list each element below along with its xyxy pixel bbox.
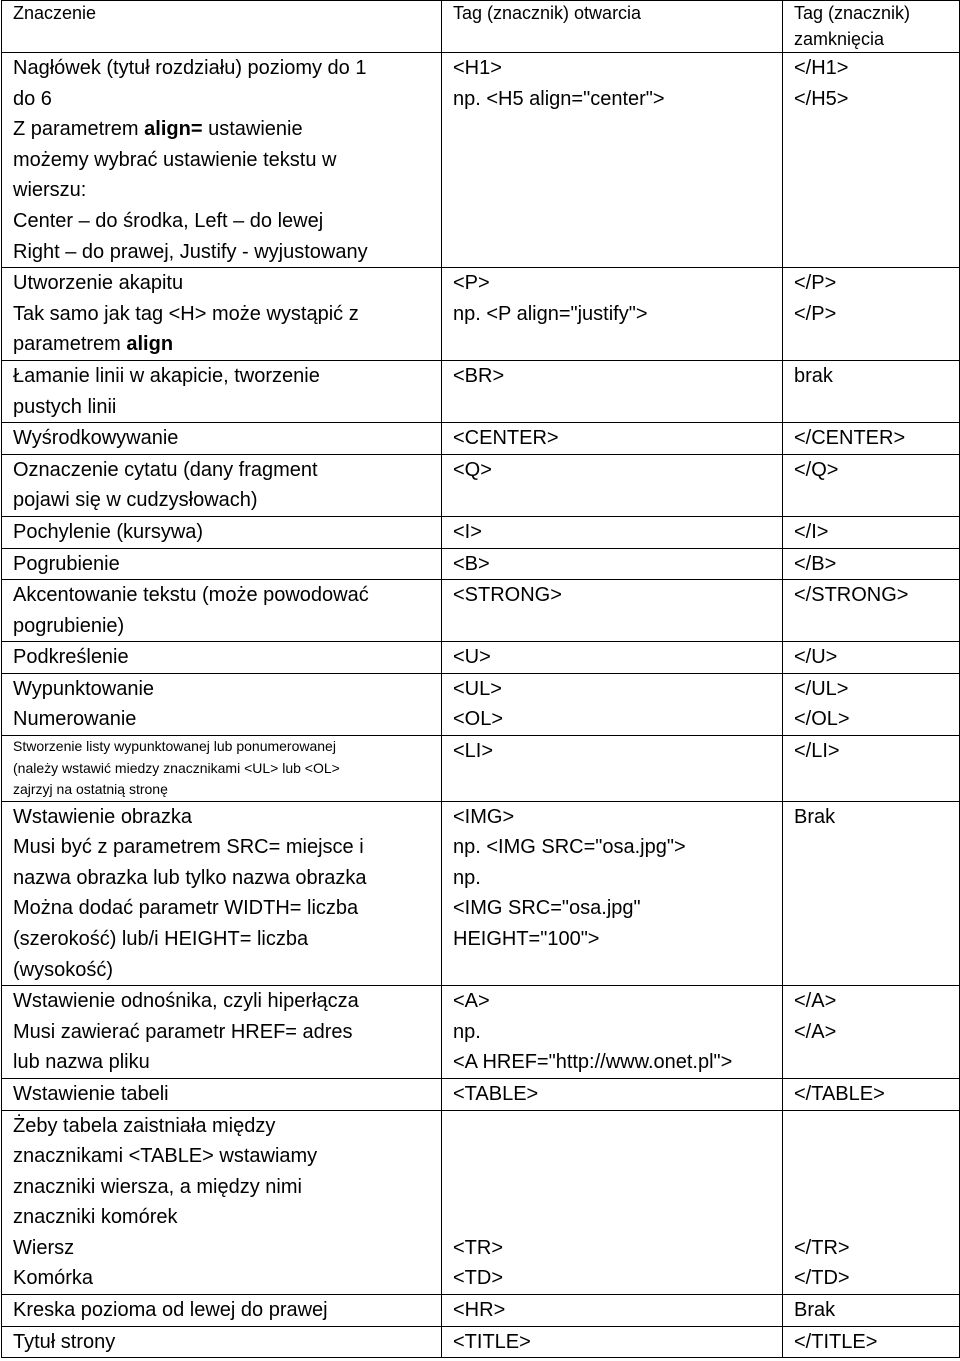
close-tag-cell: </A> </A>: [783, 986, 960, 1079]
meaning-text: Akcentowanie tekstu (może powodować pogrubienie): [13, 584, 369, 637]
table-row: [2, 1295, 960, 1327]
meaning-cell: [2, 423, 442, 455]
table-row: [2, 53, 960, 268]
meaning-cell: [2, 53, 442, 268]
table-row: [2, 1110, 960, 1295]
close-tag-cell: </Q>: [783, 454, 960, 516]
close-tag-cell: </B>: [783, 548, 960, 580]
open-tag-cell: <B>: [442, 548, 783, 580]
open-tag-cell: <Q>: [442, 454, 783, 516]
table-row: [2, 986, 960, 1079]
close-tag-cell: </H1> </H5>: [783, 53, 960, 268]
open-tag-cell: <LI>: [442, 736, 783, 802]
meaning-cell: [2, 736, 442, 802]
meaning-cell: [2, 673, 442, 735]
table-row: [2, 1326, 960, 1358]
meaning-text: Stworzenie listy wypunktowanej lub ponumerowanej (należy wstawić miedzy znacznikami <UL> lub <OL> zajrzyj na ostatnią stronę: [13, 738, 340, 798]
meaning-text: Żeby tabela zaistniała między znacznikami <TABLE> wstawiamy znaczniki wiersza, a między nimi znaczniki komórek Wiersz Komórka: [13, 1114, 318, 1290]
meaning-cell: [2, 516, 442, 548]
open-tag-cell: <TITLE>: [442, 1326, 783, 1358]
close-tag-cell: </LI>: [783, 736, 960, 802]
html-tags-table: [1, 0, 960, 1358]
meaning-cell: [2, 1078, 442, 1110]
meaning-text: Wstawienie tabeli: [13, 1082, 169, 1105]
open-tag-cell: <CENTER>: [442, 423, 783, 455]
meaning-bold-text: align: [126, 333, 174, 356]
close-tag-cell: Brak: [783, 801, 960, 986]
table-row: [2, 360, 960, 422]
table-row: [2, 516, 960, 548]
meaning-cell: [2, 548, 442, 580]
close-tag-cell: </CENTER>: [783, 423, 960, 455]
meaning-cell: [2, 1326, 442, 1358]
open-tag-cell: <A> np. <A HREF="http://www.onet.pl">: [442, 986, 783, 1079]
open-tag-cell: <I>: [442, 516, 783, 548]
open-tag-cell: <IMG> np. <IMG SRC="osa.jpg"> np. <IMG SRC="osa.jpg" HEIGHT="100">: [442, 801, 783, 986]
table-row: [2, 548, 960, 580]
meaning-cell: [2, 986, 442, 1079]
header-close-tag: Tag (znacznik) zamknięcia: [783, 1, 960, 53]
close-tag-cell: </I>: [783, 516, 960, 548]
close-tag-cell: </TABLE>: [783, 1078, 960, 1110]
meaning-text: Kreska pozioma od lewej do prawej: [13, 1299, 328, 1322]
header-meaning: Znaczenie: [2, 1, 442, 53]
meaning-text: Utworzenie akapitu Tak samo jak tag <H> może wystąpić z parametrem: [13, 272, 359, 356]
close-tag-cell: </U>: [783, 642, 960, 674]
header-row: [2, 1, 960, 53]
meaning-text: Tytuł strony: [13, 1330, 116, 1353]
meaning-text: Wypunktowanie Numerowanie: [13, 677, 155, 731]
open-tag-cell: <HR>: [442, 1295, 783, 1327]
table-body: [2, 53, 960, 1358]
open-tag-cell: <STRONG>: [442, 580, 783, 642]
table-row: [2, 642, 960, 674]
meaning-text: ustawienie możemy wybrać ustawienie tekstu w wierszu: Center – do środka, Left – do lewej Right – do prawej, Justify - wyjustowany: [13, 118, 368, 263]
close-tag-cell: </STRONG>: [783, 580, 960, 642]
meaning-cell: [2, 801, 442, 986]
open-tag-cell: <UL> <OL>: [442, 673, 783, 735]
meaning-cell: [2, 642, 442, 674]
meaning-text: Wyśrodkowywanie: [13, 427, 179, 450]
open-tag-cell: <P> np. <P align="justify">: [442, 268, 783, 361]
close-tag-cell: </TR> </TD>: [783, 1110, 960, 1295]
meaning-text: Pogrubienie: [13, 552, 120, 575]
table-row: [2, 454, 960, 516]
open-tag-cell: <TR> <TD>: [442, 1110, 783, 1295]
open-tag-cell: <U>: [442, 642, 783, 674]
meaning-text: Łamanie linii w akapicie, tworzenie pustych linii: [13, 364, 320, 418]
meaning-cell: [2, 1110, 442, 1295]
meaning-bold-text: align=: [144, 118, 203, 141]
meaning-text: Wstawienie obrazka Musi być z parametrem SRC= miejsce i nazwa obrazka lub tylko nazwa obrazka Można dodać parametr WIDTH= liczba (szerokość) lub/i HEIGHT= liczba (wysokość): [13, 805, 367, 981]
close-tag-cell: </UL> </OL>: [783, 673, 960, 735]
table-row: [2, 736, 960, 802]
meaning-cell: [2, 580, 442, 642]
meaning-text: Podkreślenie: [13, 646, 129, 669]
table-row: [2, 580, 960, 642]
meaning-text: Pochylenie (kursywa): [13, 520, 204, 543]
close-tag-cell: </P> </P>: [783, 268, 960, 361]
close-tag-cell: </TITLE>: [783, 1326, 960, 1358]
table-row: [2, 673, 960, 735]
meaning-cell: [2, 454, 442, 516]
open-tag-cell: <H1> np. <H5 align="center">: [442, 53, 783, 268]
open-tag-cell: <BR>: [442, 360, 783, 422]
meaning-text: Nagłówek (tytuł rozdziału) poziomy do 1 do 6 Z parametrem: [13, 57, 367, 141]
open-tag-cell: <TABLE>: [442, 1078, 783, 1110]
close-tag-cell: Brak: [783, 1295, 960, 1327]
header-open-tag: Tag (znacznik) otwarcia: [442, 1, 783, 53]
meaning-cell: [2, 360, 442, 422]
close-tag-cell: brak: [783, 360, 960, 422]
table-row: [2, 1078, 960, 1110]
table-row: [2, 801, 960, 986]
meaning-cell: [2, 268, 442, 361]
meaning-text: Wstawienie odnośnika, czyli hiperłącza Musi zawierać parametr HREF= adres lub nazwa pliku: [13, 990, 359, 1074]
table-row: [2, 423, 960, 455]
table-row: [2, 268, 960, 361]
meaning-cell: [2, 1295, 442, 1327]
meaning-text: Oznaczenie cytatu (dany fragment pojawi się w cudzysłowach): [13, 458, 318, 512]
